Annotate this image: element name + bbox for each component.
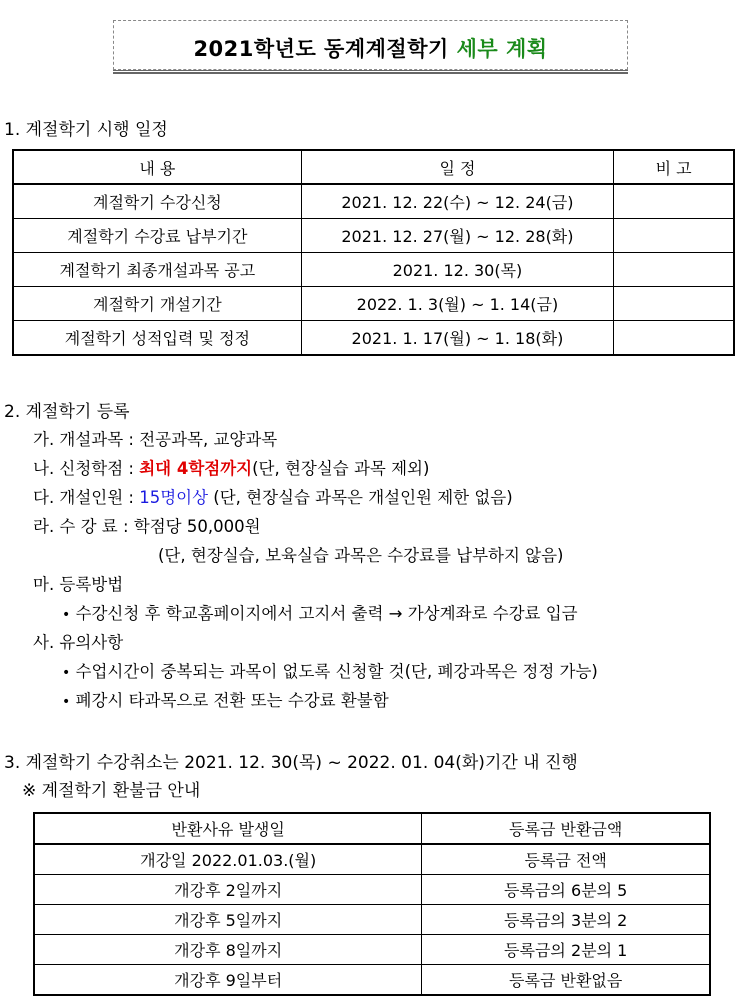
item-ma-bullet [62,600,578,624]
table-cell: 2021. 12. 22(수) ~ 12. 24(금) [301,184,613,219]
item-sa-bullet1-text: 수업시간이 중복되는 과목이 없도록 신청할 것(단, 폐강과목은 정정 가능) [75,662,598,681]
table-row [13,184,734,219]
table-row [34,905,710,935]
table-cell: 개강후 2일까지 [34,875,422,905]
table-cell: 계절학기 성적입력 및 정정 [13,321,301,356]
table-cell: 등록금의 3분의 2 [422,905,710,935]
table-cell: 2021. 1. 17(월) ~ 1. 18(화) [301,321,613,356]
column-header-content: 내 용 [13,150,301,184]
item-ga: 가. 개설과목 : 전공과목, 교양과목 [33,430,278,449]
title-box [113,20,628,70]
table-cell [614,219,734,253]
page-title [114,33,627,63]
item-da-suffix: (단, 현장실습 과목은 개설인원 제한 없음) [208,488,513,507]
table-cell: 계절학기 개설기간 [13,287,301,321]
table-cell: 계절학기 수강료 납부기간 [13,219,301,253]
table-cell: 계절학기 수강신청 [13,184,301,219]
item-sa-bullet2-text: 폐강시 타과목으로 전환 또는 수강료 환불함 [75,691,389,710]
column-header-reason-date: 반환사유 발생일 [34,813,422,844]
item-ra-note: (단, 현장실습, 보육실습 과목은 수강료를 납부하지 않음) [158,546,564,565]
table-row [13,321,734,356]
table-cell: 등록금의 2분의 1 [422,935,710,965]
section2-heading: 2. 계절학기 등록 [4,402,130,422]
table-cell: 개강후 8일까지 [34,935,422,965]
item-sa-bullet1 [62,658,598,682]
bullet-icon: • [62,694,71,710]
table-row [34,844,710,875]
item-da-min-enroll: 15명이상 [139,488,209,507]
item-ra: 라. 수 강 료 : 학점당 50,000원 [33,517,261,536]
table-cell: 2021. 12. 30(목) [301,253,613,287]
table-cell [614,287,734,321]
bullet-icon: • [62,665,71,681]
table-cell [614,253,734,287]
table-cell: 등록금 반환없음 [422,965,710,996]
table-header-row [13,150,734,184]
table-cell: 개강후 9일부터 [34,965,422,996]
table-row [13,287,734,321]
item-ma-bullet-text: 수강신청 후 학교홈페이지에서 고지서 출력 → 가상계좌로 수강료 입금 [75,604,578,623]
table-row [34,935,710,965]
item-na-max-credits: 최대 4학점까지 [139,459,253,478]
section3-heading: 3. 계절학기 수강취소는 2021. 12. 30(목) ~ 2022. 01. 04(화)기간 내 진행 [4,753,578,773]
table-cell: 개강일 2022.01.03.(월) [34,844,422,875]
item-na-prefix: 나. 신청학점 : [33,459,140,478]
table-row [13,219,734,253]
table-cell: 개강후 5일까지 [34,905,422,935]
table-cell [614,321,734,356]
column-header-date: 일 정 [301,150,613,184]
table-cell: 2021. 12. 27(월) ~ 12. 28(화) [301,219,613,253]
refund-table [33,812,711,996]
title-highlight: 세부 계획 [456,37,548,61]
schedule-table [12,149,735,356]
item-sa-bullet2 [62,687,389,711]
refund-note: ※ 계절학기 환불금 안내 [22,781,201,801]
table-row [34,875,710,905]
column-header-refund-amount: 등록금 반환금액 [422,813,710,844]
item-na [33,455,429,479]
section1-heading: 1. 계절학기 시행 일정 [4,120,168,140]
table-cell: 등록금 전액 [422,844,710,875]
table-cell [614,184,734,219]
item-ma: 마. 등록방법 [33,575,124,594]
table-cell: 2022. 1. 3(월) ~ 1. 14(금) [301,287,613,321]
bullet-icon: • [62,607,71,623]
table-header-row [34,813,710,844]
item-da-prefix: 다. 개설인원 : [33,488,140,507]
table-row [13,253,734,287]
title-main: 2021학년도 동계계절학기 [193,37,449,61]
column-header-note: 비 고 [614,150,734,184]
table-cell: 등록금의 6분의 5 [422,875,710,905]
item-sa: 사. 유의사항 [33,633,124,652]
item-na-suffix: (단, 현장실습 과목 제외) [252,459,430,478]
table-cell: 계절학기 최종개설과목 공고 [13,253,301,287]
item-da [33,484,513,508]
table-row [34,965,710,996]
